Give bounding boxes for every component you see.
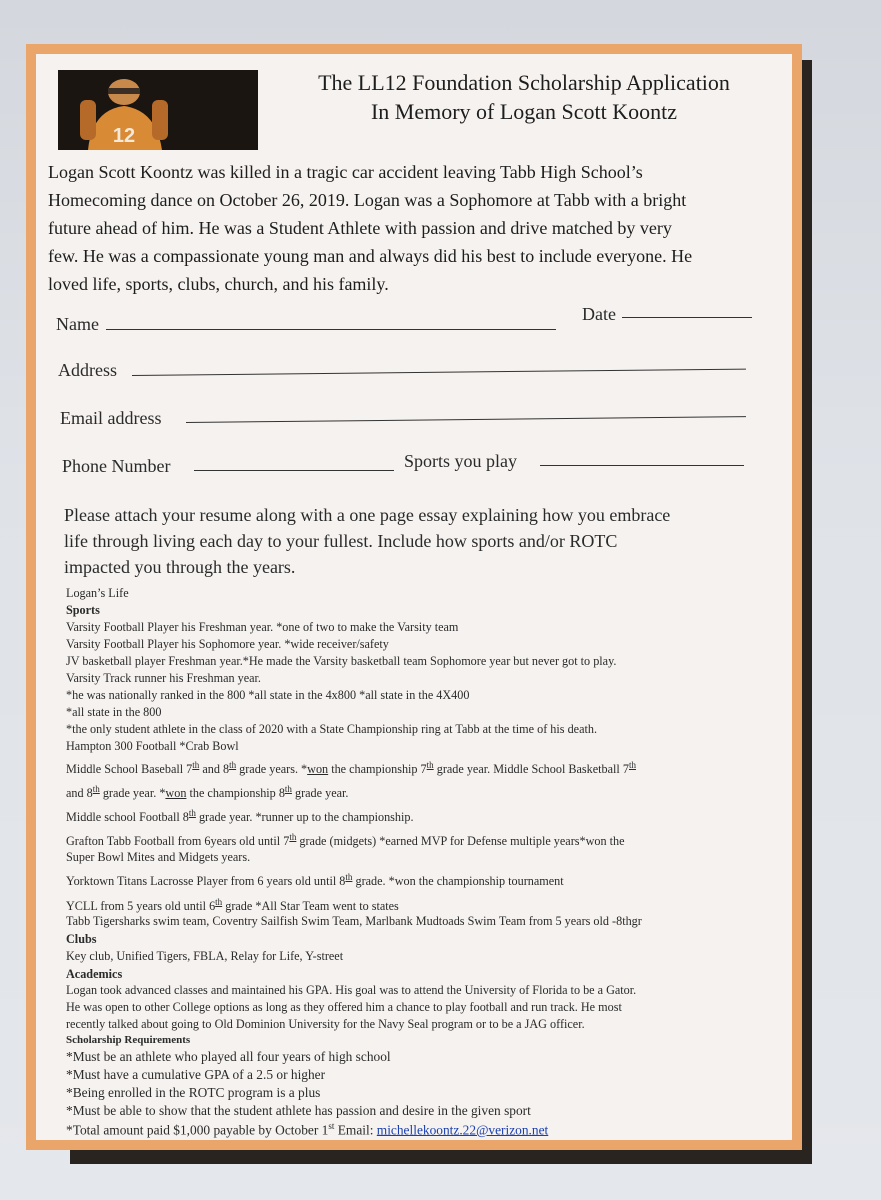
- name-field[interactable]: [106, 329, 556, 330]
- grafton-tabb-item: Super Bowl Mites and Midgets years.: [66, 850, 251, 864]
- requirement-item: *Must be an athlete who played all four years of high school: [66, 1049, 391, 1064]
- sports-item: *he was nationally ranked in the 800 *all state in the 4x800 *all state in the 4X400: [66, 688, 470, 702]
- instructions-line: life through living each day to your fullest. Include how sports and/or ROTC: [64, 531, 618, 551]
- sports-item: Hampton 300 Football *Crab Bowl: [66, 739, 239, 753]
- sheet-inner: [36, 54, 792, 1140]
- title-line-2: In Memory of Logan Scott Koontz: [370, 99, 678, 124]
- intro-line: loved life, sports, clubs, church, and his family.: [48, 274, 389, 294]
- middle-school-item: and 8th grade year. *won the championship 8th grade year.: [66, 784, 349, 801]
- sports-item: Varsity Football Player his Sophomore year. *wide receiver/safety: [66, 637, 389, 651]
- sports-item: JV basketball player Freshman year.*He made the Varsity basketball team Sophomore year but never got to play.: [66, 654, 617, 668]
- sports-item: Varsity Track runner his Freshman year.: [66, 671, 261, 685]
- section-heading: Logan’s Life: [66, 586, 129, 600]
- middle-school-item: Middle school Football 8th grade year. *runner up to the championship.: [66, 808, 414, 825]
- jersey-number: 12: [112, 125, 136, 147]
- address-field[interactable]: [132, 369, 746, 376]
- grafton-tabb-item: Grafton Tabb Football from 6years old until 7th grade (midgets) *earned MVP for Defense multiple years*won the: [66, 832, 625, 849]
- essay-instructions: [64, 502, 792, 580]
- name-label: Name: [56, 314, 99, 334]
- sports-item: *the only student athlete in the class of 2020 with a State Championship ring at Tabb at the time of his death.: [66, 722, 598, 736]
- address-label: Address: [58, 360, 117, 380]
- phone-field[interactable]: [194, 470, 394, 471]
- intro-line: future ahead of him. He was a Student Athlete with passion and drive matched by very: [48, 218, 672, 238]
- instructions-line: impacted you through the years.: [64, 557, 296, 577]
- intro-line: few. He was a compassionate young man and always did his best to include everyone. He: [48, 246, 693, 266]
- academics-item: He was open to other College options as long as they offered him a chance to play football and run track. He most: [66, 1000, 622, 1014]
- intro-paragraph: [48, 158, 788, 298]
- player-photo-image: [58, 70, 258, 150]
- academics-item: recently talked about going to Old Dominion University for the Navy Seal program or to be a JAG officer.: [66, 1017, 585, 1031]
- phone-label: Phone Number: [62, 456, 171, 476]
- sports-label: Sports you play: [404, 451, 518, 471]
- requirement-item: *Must have a cumulative GPA of a 2.5 or higher: [66, 1067, 326, 1082]
- intro-line: Homecoming dance on October 26, 2019. Logan was a Sophomore at Tabb with a bright: [48, 190, 687, 210]
- date-label: Date: [582, 304, 616, 324]
- lacrosse-item: Yorktown Titans Lacrosse Player from 6 years old until 8th grade. *won the championship tournament: [66, 872, 564, 889]
- date-field[interactable]: [622, 317, 752, 318]
- clubs-heading: Clubs: [66, 932, 97, 946]
- swim-item: Tabb Tigersharks swim team, Coventry Sailfish Swim Team, Marlbank Mudtoads Swim Team from 5 years old -8thgr: [66, 914, 642, 928]
- requirement-item: *Must be able to show that the student athlete has passion and desire in the given sport: [66, 1103, 531, 1118]
- email-field[interactable]: [186, 416, 746, 423]
- sports-field[interactable]: [540, 465, 744, 466]
- document-title: [266, 68, 782, 126]
- intro-line: Logan Scott Koontz was killed in a tragic car accident leaving Tabb High School’s: [48, 162, 643, 182]
- email-link[interactable]: michellekoontz.22@verizon.net: [376, 1122, 549, 1138]
- email-label: Email address: [60, 408, 162, 428]
- sports-heading: Sports: [66, 603, 100, 617]
- requirement-item: *Total amount paid $1,000 payable by October 1st Email: michellekoontz.22@verizon.net: [66, 1121, 549, 1138]
- player-photo: [58, 70, 258, 150]
- sports-item: *all state in the 800: [66, 705, 162, 719]
- application-sheet: [26, 44, 802, 1150]
- title-line-1: The LL12 Foundation Scholarship Application: [318, 70, 730, 95]
- middle-school-item: Middle School Baseball 7th and 8th grade years. *won the championship 7th grade year. Middle School Basketball 7th: [66, 760, 636, 777]
- requirements-heading: Scholarship Requirements: [66, 1034, 191, 1046]
- clubs-item: Key club, Unified Tigers, FBLA, Relay for Life, Y-street: [66, 949, 344, 963]
- instructions-line: Please attach your resume along with a one page essay explaining how you embrace: [64, 505, 671, 525]
- ycll-item: YCLL from 5 years old until 6th grade *All Star Team went to states: [66, 897, 399, 914]
- sports-item: Varsity Football Player his Freshman year. *one of two to make the Varsity team: [66, 620, 459, 634]
- academics-heading: Academics: [66, 967, 123, 981]
- academics-item: Logan took advanced classes and maintained his GPA. His goal was to attend the University of Florida to be a Gator.: [66, 983, 637, 997]
- requirement-item: *Being enrolled in the ROTC program is a plus: [66, 1085, 321, 1100]
